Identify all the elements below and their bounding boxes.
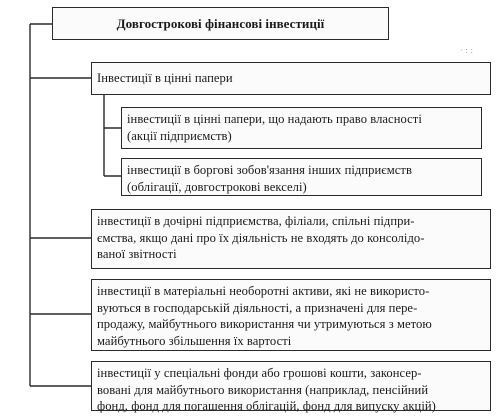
scan-artifact: · : : (460, 46, 474, 55)
securities-box (91, 62, 491, 95)
debt-line-1: інвестиції в боргові зобов'язання інших підприємств (127, 163, 412, 177)
tangible-line-2: вуються в господарській діяльності, а призначені для пере- (97, 300, 418, 315)
equity-line-1: інвестиції в цінні папери, що надають право власності (127, 112, 422, 126)
securities-label: Інвестиції в цінні папери (97, 71, 233, 85)
root-title: Довгострокові фінансові інвестиції (116, 16, 325, 31)
subsidiaries-box (91, 209, 491, 269)
root-box (52, 7, 389, 40)
special-funds-box (91, 361, 491, 411)
tangible-line-1: інвестиції в матеріальні необоротні активи, які не використо- (97, 284, 430, 298)
tangible-line-3: продажу, майбутнього використання чи утримуються з метою (97, 317, 432, 331)
debt-line-2: (облігації, довгострокові векселі) (127, 179, 307, 194)
subsidiaries-line-1: інвестиції в дочірні підприємства, філіали, спільні підпри- (97, 214, 415, 228)
funds-line-1: інвестиції у спеціальні фонди або грошові кошти, законсер- (97, 366, 422, 380)
subsidiaries-line-3: ваної звітності (97, 247, 177, 261)
subsidiaries-line-2: ємства, якщо дані про їх діяльність не входять до консолідо- (97, 230, 425, 245)
debt-securities-box (121, 158, 482, 196)
funds-line-3: фонд, фонд для погашення облігацій, фонд для випуску акцій) (97, 399, 436, 413)
equity-line-2: (акції підприємств) (127, 128, 232, 143)
equity-securities-box (121, 107, 482, 149)
funds-line-2: вовані для майбутнього використання (наприклад, пенсійний (97, 382, 429, 397)
tangible-assets-box (91, 279, 491, 351)
tangible-line-4: майбутнього збільшення їх вартості (97, 333, 292, 348)
